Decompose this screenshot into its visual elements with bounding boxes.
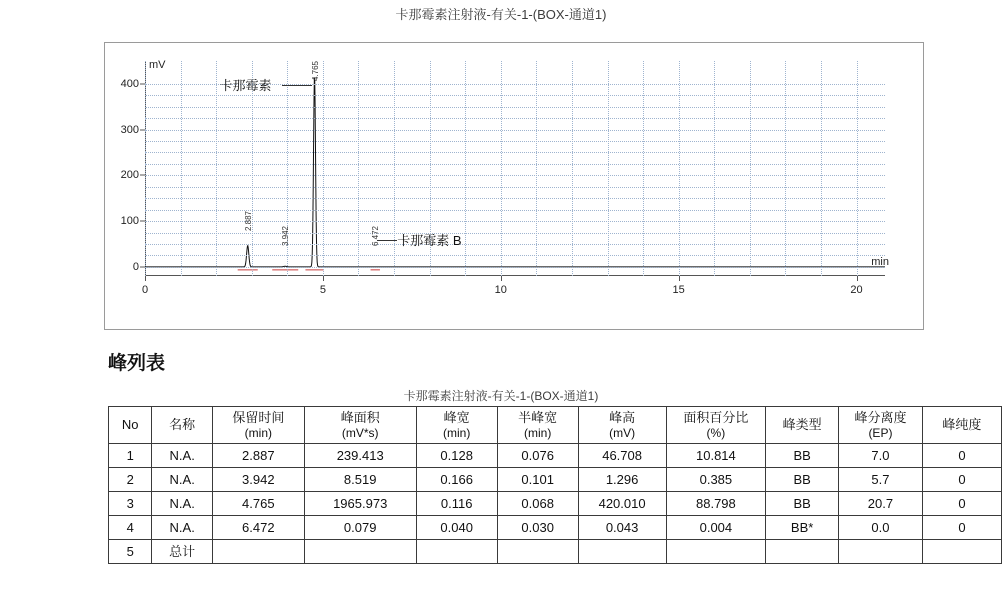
x-tick-mark [145, 276, 146, 281]
table-cell: 0.166 [416, 468, 497, 492]
table-cell: 46.708 [578, 444, 666, 468]
table-cell: 0.128 [416, 444, 497, 468]
table-cell: BB [766, 468, 839, 492]
y-tick-mark [140, 83, 145, 84]
x-tick-mark [679, 276, 680, 281]
column-header-area-percent: 面积百分比 (%) [666, 407, 766, 444]
annotation-kanamycin-b-leader [377, 240, 397, 241]
table-cell: 5.7 [839, 468, 923, 492]
table-cell: 1.296 [578, 468, 666, 492]
table-header-row [109, 407, 1002, 444]
table-cell: 3.942 [212, 468, 304, 492]
gridline-horizontal [145, 130, 885, 131]
y-tick-label: 300 [120, 123, 139, 136]
table-cell [304, 540, 416, 564]
peak-table [108, 406, 1002, 564]
table-cell [416, 540, 497, 564]
column-header-name: 名称 [152, 407, 213, 444]
table-cell: 0.116 [416, 492, 497, 516]
peak-retention-label: 2.887 [243, 211, 253, 232]
table-cell: BB* [766, 516, 839, 540]
table-cell: 3 [109, 492, 152, 516]
table-cell: 0.076 [497, 444, 578, 468]
y-tick-mark [140, 175, 145, 176]
gridline-horizontal [145, 233, 885, 234]
column-header-half-width: 半峰宽 (min) [497, 407, 578, 444]
table-cell: 0.079 [304, 516, 416, 540]
table-row [109, 492, 1002, 516]
table-cell: 0 [922, 468, 1001, 492]
column-header-area: 峰面积 (mV*s) [304, 407, 416, 444]
table-cell: 420.010 [578, 492, 666, 516]
table-cell [578, 540, 666, 564]
table-cell: 10.814 [666, 444, 766, 468]
table-cell [497, 540, 578, 564]
column-header-resolution: 峰分离度 (EP) [839, 407, 923, 444]
peak-retention-label: 4.765 [310, 61, 320, 82]
x-tick-mark [857, 276, 858, 281]
x-axis-unit-label: min [871, 256, 889, 268]
table-cell: 0 [922, 516, 1001, 540]
table-cell: BB [766, 492, 839, 516]
column-header-peak-type: 峰类型 [766, 407, 839, 444]
table-cell: 0.0 [839, 516, 923, 540]
y-axis-unit-label: mV [149, 59, 166, 71]
table-cell: 7.0 [839, 444, 923, 468]
peak-retention-label: 3.942 [281, 226, 291, 247]
table-cell: 0.068 [497, 492, 578, 516]
table-cell: 2.887 [212, 444, 304, 468]
gridline-horizontal [145, 152, 885, 153]
table-cell: 0 [922, 492, 1001, 516]
chromatogram-title: 卡那霉素注射液-有关-1-(BOX-通道1) [395, 7, 607, 22]
table-cell: 1965.973 [304, 492, 416, 516]
gridline-horizontal [145, 198, 885, 199]
gridline-horizontal [145, 141, 885, 142]
chromatogram-panel [104, 42, 924, 330]
table-cell: 2 [109, 468, 152, 492]
y-tick-label: 200 [120, 169, 139, 182]
annotation-kanamycin: 卡那霉素 [219, 77, 272, 93]
column-header-no: No [109, 407, 152, 444]
table-cell: 8.519 [304, 468, 416, 492]
peak-table-body [109, 444, 1002, 564]
table-cell: N.A. [152, 492, 213, 516]
table-cell: 0 [922, 444, 1001, 468]
x-tick-mark [323, 276, 324, 281]
table-cell: 0.101 [497, 468, 578, 492]
y-tick-mark [140, 221, 145, 222]
table-cell [839, 540, 923, 564]
gridline-horizontal [145, 95, 885, 96]
table-cell: BB [766, 444, 839, 468]
gridline-horizontal [145, 255, 885, 256]
gridline-horizontal [145, 267, 885, 268]
peak-retention-label: 6.472 [371, 226, 381, 247]
table-cell: 6.472 [212, 516, 304, 540]
annotation-kanamycin-leader [282, 85, 312, 86]
y-tick-label: 100 [120, 215, 139, 228]
table-cell: 239.413 [304, 444, 416, 468]
gridline-horizontal [145, 175, 885, 176]
y-tick-label: 0 [132, 260, 139, 273]
table-cell [666, 540, 766, 564]
table-cell: 5 [109, 540, 152, 564]
column-header-height: 峰高 (mV) [578, 407, 666, 444]
table-cell: 4.765 [212, 492, 304, 516]
peak-list-heading: 峰列表 [108, 353, 166, 374]
annotation-kanamycin-b: 卡那霉素 B [397, 233, 462, 249]
table-cell: N.A. [152, 516, 213, 540]
column-header-width: 峰宽 (min) [416, 407, 497, 444]
gridline-horizontal [145, 244, 885, 245]
x-tick-label: 15 [672, 284, 685, 296]
table-cell [922, 540, 1001, 564]
table-cell: 0.385 [666, 468, 766, 492]
gridline-horizontal [145, 221, 885, 222]
peak-table-title: 卡那霉素注射液-有关-1-(BOX-通道1) [403, 389, 599, 403]
x-tick-label: 5 [319, 284, 326, 296]
table-cell: 4 [109, 516, 152, 540]
y-tick-mark [140, 129, 145, 130]
table-cell: 0.040 [416, 516, 497, 540]
x-tick-mark [501, 276, 502, 281]
table-cell [766, 540, 839, 564]
table-row [109, 516, 1002, 540]
table-cell: 88.798 [666, 492, 766, 516]
table-cell: 总计 [152, 540, 213, 564]
x-tick-label: 0 [141, 284, 149, 296]
gridline-horizontal [145, 118, 885, 119]
x-tick-label: 10 [494, 284, 507, 296]
table-cell [212, 540, 304, 564]
table-cell: N.A. [152, 468, 213, 492]
y-tick-label: 400 [120, 77, 139, 90]
gridline-horizontal [145, 210, 885, 211]
table-row [109, 468, 1002, 492]
y-tick-mark [140, 266, 145, 267]
gridline-horizontal [145, 187, 885, 188]
x-tick-label: 20 [850, 284, 863, 296]
table-cell: 20.7 [839, 492, 923, 516]
table-cell: 1 [109, 444, 152, 468]
table-cell: N.A. [152, 444, 213, 468]
column-header-retention-time: 保留时间 (min) [212, 407, 304, 444]
table-row [109, 444, 1002, 468]
column-header-purity: 峰纯度 [922, 407, 1001, 444]
gridline-horizontal [145, 107, 885, 108]
gridline-horizontal [145, 164, 885, 165]
table-cell: 0.004 [666, 516, 766, 540]
table-cell: 0.030 [497, 516, 578, 540]
table-row [109, 540, 1002, 564]
table-cell: 0.043 [578, 516, 666, 540]
